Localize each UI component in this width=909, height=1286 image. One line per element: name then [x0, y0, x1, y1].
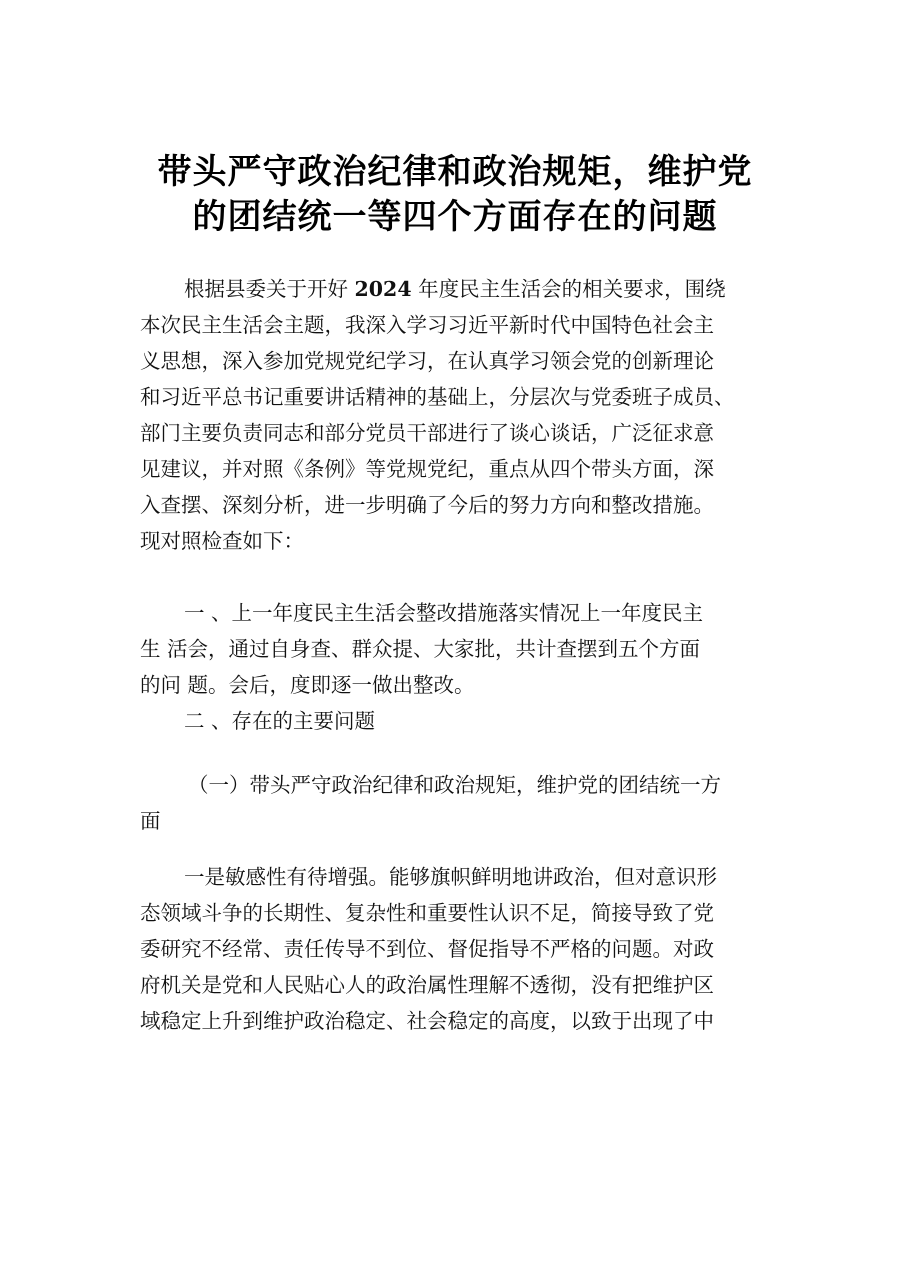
intro-text-after-year: 年度民主生活会的相关要求，围绕: [411, 277, 726, 301]
point-1-line: 域稳定上升到维护政治稳定、社会稳定的高度，以致于出现了中: [140, 1009, 714, 1033]
intro-paragraph-line: 和习近平总书记重要讲话精神的基础上，分层次与党委班子成员、: [140, 385, 735, 409]
point-1-line: 委研究不经常、责任传导不到位、督促指导不严格的问题。对政: [140, 937, 714, 961]
intro-paragraph-line: 入查摆、深刻分析，进一步明确了今后的努力方向和整改措施。: [140, 493, 714, 517]
point-1-line: 府机关是党和人民贴心人的政治属性理解不透彻，没有把维护区: [140, 973, 714, 997]
intro-paragraph-line: 部门主要负责同志和部分党员干部进行了谈心谈话，广泛征求意: [140, 421, 714, 445]
point-1-line: 态领域斗争的长期性、复杂性和重要性认识不足，简接导致了党: [140, 901, 714, 925]
intro-text-before-year: 根据县委关于开好: [184, 277, 355, 301]
document-title-line-1: 带头严守政治纪律和政治规矩，维护党: [157, 152, 753, 192]
intro-paragraph-line: 本次民主生活会主题，我深入学习习近平新时代中国特色社会主: [140, 313, 714, 337]
section-1-line: 生 活会，通过自身查、群众提、大家批，共计查摆到五个方面: [140, 637, 701, 661]
intro-paragraph-line: 见建议，并对照《条例》等党规党纪，重点从四个带头方面，深: [140, 457, 714, 481]
section-1-line: 一 、上一年度民主生活会整改措施落实情况上一年度民主: [184, 601, 704, 625]
intro-paragraph-line: 现对照检查如下：: [140, 529, 304, 553]
section-1-line: 的问 题。会后，度即逐一做出整改。: [140, 673, 475, 697]
subsection-1-heading-line: 面: [140, 809, 161, 833]
section-2-heading: 二 、存在的主要问题: [184, 709, 376, 733]
intro-paragraph-line: 义思想，深入参加党规党纪学习，在认真学习领会党的创新理论: [140, 349, 714, 373]
intro-year: 2024: [354, 277, 412, 301]
intro-paragraph-line-1: [184, 274, 726, 304]
point-1-line: 一是敏感性有待增强。能够旗帜鲜明地讲政治，但对意识形: [184, 865, 717, 889]
subsection-1-heading-line: （一）带头严守政治纪律和政治规矩，维护党的团结统一方: [188, 773, 721, 797]
document-title-line-2: 的团结统一等四个方面存在的问题: [192, 197, 718, 237]
